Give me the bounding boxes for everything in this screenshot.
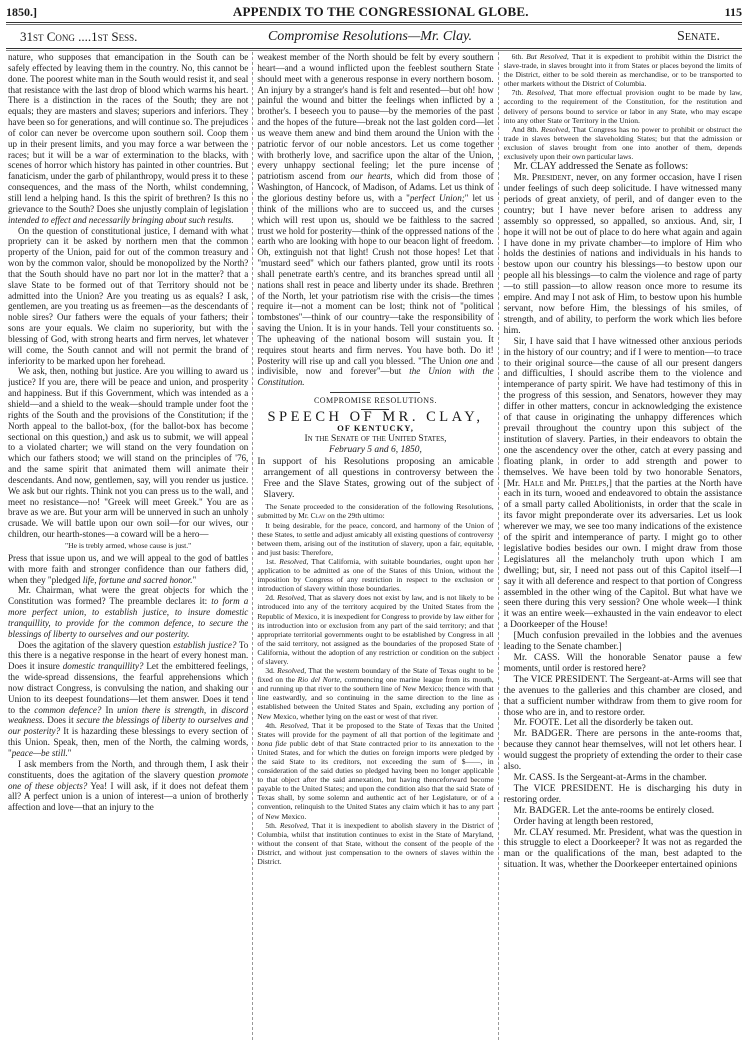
paragraph: Does the agitation of the slavery question establish justice? To this there is a negative response in the heart of every honest man. Does it insure domestic tranquillity? Let the embittered feelings, the wide-spread dissensions, the fearful apprehensions which now distract Congress, is convulsing the nation, and shaking our Union to its deepest foundations—let them answer. Does it tend to the common defence? In union there is strength, in discord weakness. Does it secure the blessings of liberty to ourselves and our posterity? It is hazarding these blessings to every section of this Union. Speak, then, men of the North, the calming words, "peace—be still.": [8, 639, 249, 758]
resolution-4: 4th. Resolved, That it be proposed to the State of Texas that the United States will provide for the payment of all that portion of the legitimate and bona fide public debt of that State contracted prior to its annexation to the United States, and for which the duties on foreign imports were pledged by the said State to its creditors, not exceeding the sum of $——, in consideration of the said duties so pledged having been no longer applicable to that object after the said annexation, but having thenceforward become payable to the United States; and upon the condition also that the said State of Texas shall, by some solemn and authentic act of her Legislature, or of a convention, relinquish to the United States any claim which it has to any part of New Mexico.: [257, 720, 494, 821]
paragraph: The VICE PRESIDENT. The Sergeant-at-Arms will see that the avenues to the galleries and this chamber are closed, and that a sufficient number withdraw from them to give room for those who are in, and to restore order.: [503, 674, 742, 718]
speech-summary: In support of his Resolutions proposing an amicable arrangement of all questions in controversy between the Free and the Slave States, growing out of the subject of Slavery.: [257, 456, 494, 501]
speaker-intro: Mr. CLAY addressed the Senate as follows:: [513, 161, 689, 173]
middle-column: [252, 52, 498, 1040]
block-quote: "He is trebly armed, whose cause is just.": [65, 540, 192, 550]
resolution-8: And 8th. Resolved, That Congress has no power to prohibit or obstruct the trade in slaves between the slaveholding States; but that the admission or exclusion of slaves brought from one into another of them, depends exclusively upon their own particular laws.: [503, 124, 742, 162]
running-head: [6, 0, 742, 20]
speech-state: OF KENTUCKY,: [337, 422, 414, 433]
session-label: 31st Cong ....1st Sess.: [20, 29, 138, 44]
text-columns: [8, 52, 742, 1040]
paragraph: The VICE PRESIDENT. He is discharging his duty in restoring order.: [503, 783, 742, 805]
resolution-6: 6th. But Resolved, That it is expedient to prohibit within the District the slave-trade, in slaves brought into it from States or places beyond the limits of the District, either to be sold therein as merchandise, or to be transported to other markets without the District of Columbia.: [503, 52, 742, 89]
paragraph: Mr. CLAY resumed. Mr. President, what was the question in this struggle to elect a Doorkeeper? It was not as regarded the man or the qualifications of the man, best adapted to the situation. It was, whether the Doorkeeper entertained opinions: [503, 827, 742, 871]
paragraph: Sir, I have said that I have witnessed other anxious periods in the history of our country; and if I were to mention—to trace to their original source—the cause of all our present dangers and difficulties, I should ascribe them to the violence and intemperance of party spirit. We have had testimony of this in the progress of this session, and Senators, however they may differ in other matters, concur in acknowledging the existence of that cause in originating the unhappy differences which prevail throughout the country upon this subject of the institution of slavery. Parties, in their endeavors to obtain the one the ascendency over the other, catch at every passing and floating plank, in order to add strength and power to themselves. We have been told by two honorable Senators, [Mr. Hale and Mr. Phelps,] that the parties at the North have each in its turn, wooed and endeavored to obtain the assistance of a small party called Abolitionists, in order that the scale in its favor might preponderate over its adversaries. Let us look wherever we may, we see too many indications of the existence of the spirit and intemperance of party. I might go to other legislative bodies besides our own. I might draw from those Legislatures all the melancholy truth upon which I am dwelling; but, sir, I need not pass out of this Capitol itself—I say it with all deference and respect to that portion of Congress assembled in the other wing of the Capitol. But what have we seen there during this very session? One whole week—I think it was an entire week—exhausted in the vain endeavor to elect a Doorkeeper of the House!: [503, 336, 742, 631]
paragraph: The Senate proceeded to the consideration of the following Resolutions, submitted by Mr. Clay on the 29th ultimo:: [257, 502, 494, 521]
paragraph: Press that issue upon us, and we will appeal to the god of battles with more faith and stronger confidence than our fathers did, when they "pledged life, fortune and sacred honor.": [8, 552, 249, 585]
paragraph: [Much confusion prevailed in the lobbies and the avenues leading to the Senate chamber.]: [503, 631, 742, 653]
paragraph: I ask members from the North, and through them, I ask their constituents, does the agitation of the slavery question promote one of these objects? Yea! I will ask, if it does not defeat them all? A perfect union is a union of interest—a union of brotherly affection and love—that an injury to the: [8, 758, 249, 813]
chamber-label: Senate.: [677, 29, 720, 44]
section-heading: COMPROMISE RESOLUTIONS.: [313, 396, 438, 406]
paragraph: Mr. CASS. Is the Sergeant-at-Arms in the chamber.: [513, 772, 707, 783]
resolution-7: 7th. Resolved, That more effectual provision ought to be made by law, according to the requirement of the Constitution, for the restitution and delivery of persons bound to service or labor in any State, who may escape into any other State or Territory in the Union.: [503, 88, 742, 125]
resolution-3: 3d. Resolved, That the western boundary of the State of Texas ought to be fixed on the Rio del Norte, commencing one marine league from its mouth, and running up that river to the southern line of New Mexico; thence with that line eastwardly, and so continuing in the same direction to the line as established between the United States and Spain, excluding any portion of New Mexico, whether lying on the east or west of that river.: [257, 666, 494, 721]
paragraph: nature, who supposes that emancipation in the South can be safely effected by leaving them in the country. No, this cannot be done. The poorest white man in the South would resist it, and seal that resistance with the last drop of blood which warms his heart. There is a distinction in the races of the South; they are not equals; they are masters and slaves; superiors and inferiors. They have been so for generations, and will continue so. The prejudices of color can never be overcome upon southern soil. Coop them up in their present limits, and you may force a war between the races; but it will be a war of extermination to the blacks, with scenes of horror which history has painted in other countries. But fanaticism, under the garb of philanthropy, would press it to these consequences, and the mass of the North, whilst condemning, still lend a helping hand. Is this the spirit of brethren? Is this no grievance to the South? Does she unjustly complain of legislation intended to effect and necessarily bringing about such results.: [8, 52, 249, 225]
publication-title: APPENDIX TO THE CONGRESSIONAL GLOBE.: [232, 4, 529, 19]
paragraph: Mr. FOOTE. Let all the disorderly be taken out.: [513, 718, 694, 729]
page-number: 115: [724, 5, 742, 19]
resolution-1: 1st. Resolved, That California, with suitable boundaries, ought upon her application to be admitted as one of the States of this Union, without the imposition by Congress of any restriction in respect to the exclusion or introduction of slavery within those boundaries.: [257, 556, 494, 594]
paragraph: We ask, then, nothing but justice. Are you willing to award us justice? If you are, there will be peace and union, and prosperity and happiness. But if this Government, which was intended as a shield—and a shield to the weak—should trample under foot the rights of the South and the provisions of the Constitution; if the North appeal to the ballot-box, (for the ballot-box has become sectional on this question,) and ask us to submit, we will appeal to a violated charter; we will stand on the very foundation on which our fathers stood; we will stand on the principles of '76, and the same spirit that animated them will animate their descendants. And now, gentlemen, say, will you render us justice. We ask but our rights. Think not you can press us to the wall, and meet no resistance—no! "Greek will meet Greek." You are as brave as we are. But your arm will be unnerved in such an unholy crusade. We will battle upon our own soil—for our wives, our children, our hearth-stones—a coward will be a hero—: [8, 366, 249, 540]
sub-header: [6, 28, 742, 46]
speech-venue: In the Senate of the United States,: [304, 433, 447, 444]
resolutions-block: [257, 502, 493, 866]
paragraph: On the question of constitutional justice, I demand with what propriety can it be asked by northern men that the common property of the Union, paid for out of the common treasury and won by the common valor, should be monopolized by the North? that the South should have no part nor lot in the matter? that a slave State to be formed out of that Territory should not be admitted into the Union? Are you treating us as equals? I ask, gentlemen, are you treating us as freemen—as the descendants of noble sires? Our fathers were the equals of your fathers; their sons are your equals. We claim no superiority, but with the blessing of God, with strong hearts and firm nerves, let whatever will come, the South cannot and will not permit the brand of inferiority to be marked upon her forehead.: [8, 225, 249, 366]
right-column: [499, 52, 742, 1040]
paragraph: Mr. BADGER. There are persons in the ante-rooms that, because they cannot hear themselves, will not let others hear. I would suggest the propriety of extending the order to their case also.: [503, 729, 742, 773]
header-rule: [6, 22, 742, 25]
section-divider: [330, 392, 420, 393]
paragraph: weakest member of the North should be felt by every southern heart—and a wound inflicted upon the feeblest southern State should meet with a generous response in every northern bosom. An injury by a stranger's hand is felt and resented—but oh! how painful the wound and bitter the feelings when inflicted by a brother's. I beseech you to pause—by the memories of the past and the hopes of the future—break not the last golden cord—let us weave them anew and bind them around the Union with the patriotic fervor of our noble ancestors. Let us come together with brotherly love, and sacrifice upon the altar of the Union, every unhappy sectional feeling; let the pure incense of patriotism ascend from our hearts, which did from those of Washington, of Hancock, of Madison, of Adams. Let us think of the glorious destiny before us, with a "perfect Union;" let us think of the millions who are to succeed us, and the curses which will rest upon us, should we be faithless to the sacred trust we hold for posterity—think of the oppressed nations of the earth who are looking with hope to our beacon light of freedom. Oh, extinguish not that light! Crush not those hopes! Let that "mustard seed" which our fathers planted, grow until its roots shall penetrate earth's centre, and its branches spread until all nations shall rest in peace and liberty under its shade. Brethren of the North, let your patriotism rise with the crisis—the times require it—not a moment can be lost; think not of "political tombstones"—think of our country—take the responsibility of saving the Union. It is in your hands. Tell your constituents so. The upheaving of the national bosom will sustain you. It requires stout hearts and firm nerves. You have both. Do it! Posterity will rise up and call you blessed. "The Union one and indivisible, now and forever"—but the Union with the Constitution.: [257, 52, 494, 388]
paragraph: Mr. Chairman, what were the great objects for which the Constitution was formed? The preamble declares it: to form a more perfect union, to establish justice, to insure domestic tranquillity, to provide for the common defence, to secure the blessings of liberty to ourselves and our posterity.: [8, 585, 249, 639]
resolution-5: 5th. Resolved, That it is inexpedient to abolish slavery in the District of Columbia, whilst that institution continues to exist in the State of Maryland, without the consent of that State, without the consent of the people of the District, and without just compensation to the owners of slaves within the District.: [257, 820, 494, 867]
resolution-2: 2d. Resolved, That as slavery does not exist by law, and is not likely to be introduced into any of the territory acquired by the United States from the Republic of Mexico, it is inexpedient for Congress to provide by law either for its introduction into or exclusion from any part of the said territory; and that appropriate territorial governments ought to be established by Congress in all of the said territory, not assigned as the boundaries of the proposed State of California, without the adoption of any restriction or condition on the subject of slavery.: [257, 593, 494, 666]
left-column: [8, 52, 252, 1040]
speech-body: [504, 173, 742, 871]
section-title: Compromise Resolutions—Mr. Clay.: [267, 29, 473, 44]
year-label: 1850.]: [6, 5, 37, 19]
paragraph: Order having at length been restored,: [513, 816, 654, 827]
resolution-preamble: It being desirable, for the peace, concord, and harmony of the Union of these States, to settle and adjust amicably all existing questions of controversy between them, arising out of the institution of slavery, upon a fair, equitable, and just basis: Therefore,: [257, 520, 494, 557]
paragraph: Mr. BADGER. Let the ante-rooms be entirely closed.: [513, 805, 715, 816]
resolutions-block-continued: [504, 52, 742, 161]
paragraph: Mr. President, never, on any former occasion, have I risen under feelings of such deep solicitude. I have witnessed many periods of great anxiety, of peril, and of danger even to the country; but I have never before arisen to address any assembly so oppressed, so appalled, so anxious. And, sir, I hope it will not be out of place to do here what again and again I have done in my private chamber—to implore of Him who holds the destinies of nations and individuals in his hands to bestow upon our country his blessings—to bestow upon our people all his blessings—to calm the violence and rage of party—to still passion—to allow reason once more to resume its empire. And may I not ask of Him, to bestow upon his humble servant, now before Him, the blessings of his smiles, of strength, and of ability, to perform the work which lies before him.: [503, 173, 742, 336]
paragraph: Mr. CASS. Will the honorable Senator pause a few moments, until order is restored here?: [503, 653, 742, 674]
speech-date: February 5 and 6, 1850,: [329, 444, 422, 455]
speech-title: SPEECH OF MR. CLAY,: [267, 409, 484, 425]
subheader-rule: [6, 48, 742, 51]
